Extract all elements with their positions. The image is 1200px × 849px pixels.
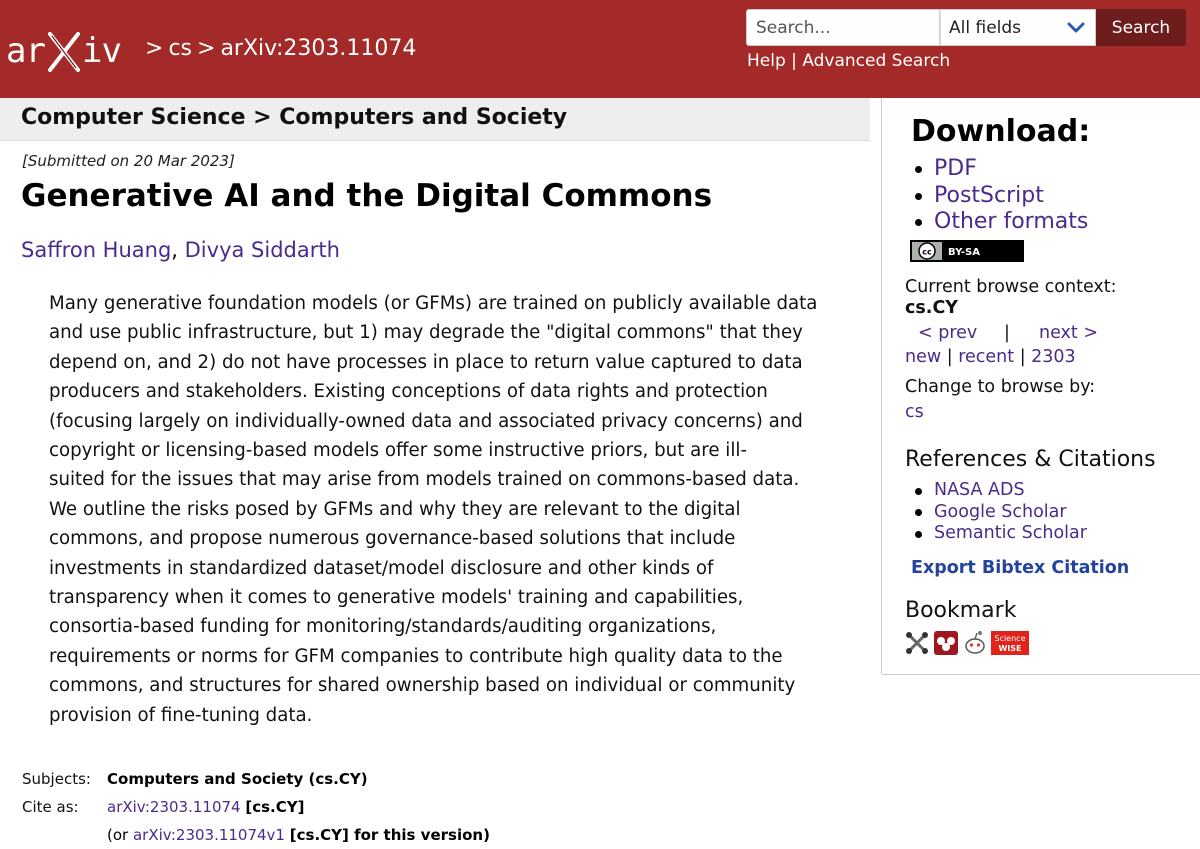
abstract-line: We outline the risks posed by GFMs and why they are relevant to the digital (49, 498, 741, 520)
help-link[interactable]: Help (747, 51, 786, 71)
semantic-scholar-link[interactable]: Semantic Scholar (934, 523, 1087, 543)
bibsonomy-icon[interactable] (904, 630, 930, 656)
search-field-value: All fields (949, 18, 1022, 38)
pdf-link[interactable]: PDF (934, 156, 977, 181)
mendeley-icon[interactable] (933, 630, 959, 656)
browse-cs-link[interactable]: cs (905, 402, 924, 422)
authors: Saffron Huang, Divya Siddarth (21, 238, 340, 262)
reference-item (914, 502, 1087, 524)
download-item (914, 156, 1088, 183)
abstract-line: investments in standardized dataset/model disclosure and other kinds of (49, 557, 714, 579)
change-browse-label: Change to browse by: (905, 377, 1096, 397)
other-formats-link[interactable]: Other formats (934, 209, 1089, 234)
advanced-search-link[interactable]: Advanced Search (802, 51, 951, 71)
nav-separator: | (1004, 323, 1010, 343)
download-item (914, 209, 1088, 236)
paper-title: Generative AI and the Digital Commons (21, 178, 713, 214)
reference-item (914, 523, 1087, 545)
month-link[interactable]: 2303 (1031, 347, 1076, 367)
search-input[interactable] (746, 9, 940, 46)
abstract-line: suited for the issues that may arise from models trained on commons-based data. (49, 469, 800, 491)
license-text: BY-SA (948, 247, 980, 258)
cite-version-pre: (or (107, 826, 129, 844)
search-field-select[interactable] (940, 9, 1096, 46)
export-bibtex-link[interactable]: Export Bibtex Citation (911, 558, 1130, 578)
abstract-line: depend on, and 2) do not have processes in place to return value captured to data (49, 351, 803, 373)
abstract-line: commons, and structures for shared ownership based on individual or community (49, 675, 796, 697)
cite-label: Cite as: (22, 798, 79, 816)
new-link[interactable]: new (905, 347, 942, 367)
cite-version-row (22, 821, 490, 849)
abstract (49, 289, 839, 730)
abstract-line: producers and stakeholders. Existing conceptions of data rights and protection (49, 381, 768, 403)
download-list (914, 156, 1088, 236)
next-link[interactable]: next > (1039, 323, 1098, 343)
sciencewise-text-top: Science (994, 634, 1026, 643)
abstract-line: consortia-based funding for monitoring/standards/auditing organizations, (49, 616, 717, 638)
sciencewise-icon[interactable] (991, 630, 1029, 656)
references-list (914, 480, 1087, 545)
author-link[interactable]: Divya Siddarth (184, 238, 340, 262)
breadcrumb-paper-id: arXiv:2303.11074 (220, 36, 417, 61)
search-button[interactable]: Search (1096, 9, 1186, 46)
nasa-ads-link[interactable]: NASA ADS (934, 480, 1025, 500)
subjects-value: Computers and Society (cs.CY) (107, 770, 368, 788)
download-heading: Download: (911, 114, 1091, 149)
chevron-down-icon (1067, 21, 1085, 35)
download-item (914, 183, 1088, 210)
cite-link[interactable]: arXiv:2303.11074 (107, 798, 241, 816)
svg-text:cc: cc (922, 247, 932, 257)
arxiv-logo[interactable] (6, 28, 132, 74)
abstract-line: commons, and propose numerous governance-based solutions that include (49, 528, 736, 550)
abstract-line: requirements or norms for GFM companies to contribute high quality data to the (49, 645, 783, 667)
cite-row (22, 793, 490, 821)
sidebar (881, 98, 1200, 674)
bookmark-heading: Bookmark (905, 598, 1017, 623)
google-scholar-link[interactable]: Google Scholar (934, 501, 1067, 522)
references-heading: References & Citations (905, 447, 1156, 472)
metadata-table (22, 765, 490, 849)
reference-item (914, 480, 1087, 502)
header-links: Help | Advanced Search (747, 51, 951, 71)
subjects-row (22, 765, 490, 793)
prev-link[interactable]: < prev (918, 323, 978, 343)
breadcrumb-cs[interactable]: cs (168, 36, 192, 61)
context-value: cs.CY (905, 298, 958, 318)
svg-text:iv: iv (82, 31, 121, 71)
subjects-label: Subjects: (22, 770, 91, 788)
export-section (882, 552, 1200, 589)
breadcrumb: > cs > arXiv:2303.11074 (145, 36, 417, 61)
cite-version-link[interactable]: arXiv:2303.11074v1 (132, 826, 285, 844)
abstract-line: transparency when it comes to generative models' training and capabilities, (49, 587, 744, 609)
reddit-icon[interactable] (962, 630, 988, 656)
download-section (882, 98, 1200, 273)
abstract-line: provision of fine-tuning data. (49, 704, 313, 726)
site-header (0, 0, 1200, 98)
svg-text:ar: ar (6, 31, 45, 71)
author-link[interactable]: Saffron Huang (21, 238, 172, 262)
abstract-line: copyright or licensing-based models offer some instructive priors, but are ill- (49, 440, 748, 462)
context-label: Current browse context: (905, 277, 1117, 297)
subject-breadcrumb-bar (0, 98, 870, 141)
references-section (882, 436, 1200, 553)
submission-date: [Submitted on 20 Mar 2023] (22, 152, 235, 170)
abstract-line: and use public infrastructure, but 1) may degrade the "digital commons" that they (49, 322, 803, 344)
cc-license-badge[interactable] (910, 240, 1024, 262)
abstract-line: (focusing largely on individually-owned data and associated privacy concerns) and (49, 410, 803, 432)
recent-link[interactable]: recent (958, 347, 1015, 367)
browse-context-section (882, 272, 1200, 437)
listing-links: new | recent | 2303 (905, 347, 1076, 367)
abstract-line: Many generative foundation models (or GFMs) are trained on publicly available data (49, 293, 818, 314)
sciencewise-text-bottom: WISE (998, 644, 1022, 653)
cite-category: [cs.CY] (245, 798, 305, 816)
subject-breadcrumb: Computer Science > Computers and Society (21, 105, 568, 130)
postscript-link[interactable]: PostScript (934, 182, 1044, 208)
cite-version-cat: [cs.CY] for this version) (289, 826, 490, 844)
